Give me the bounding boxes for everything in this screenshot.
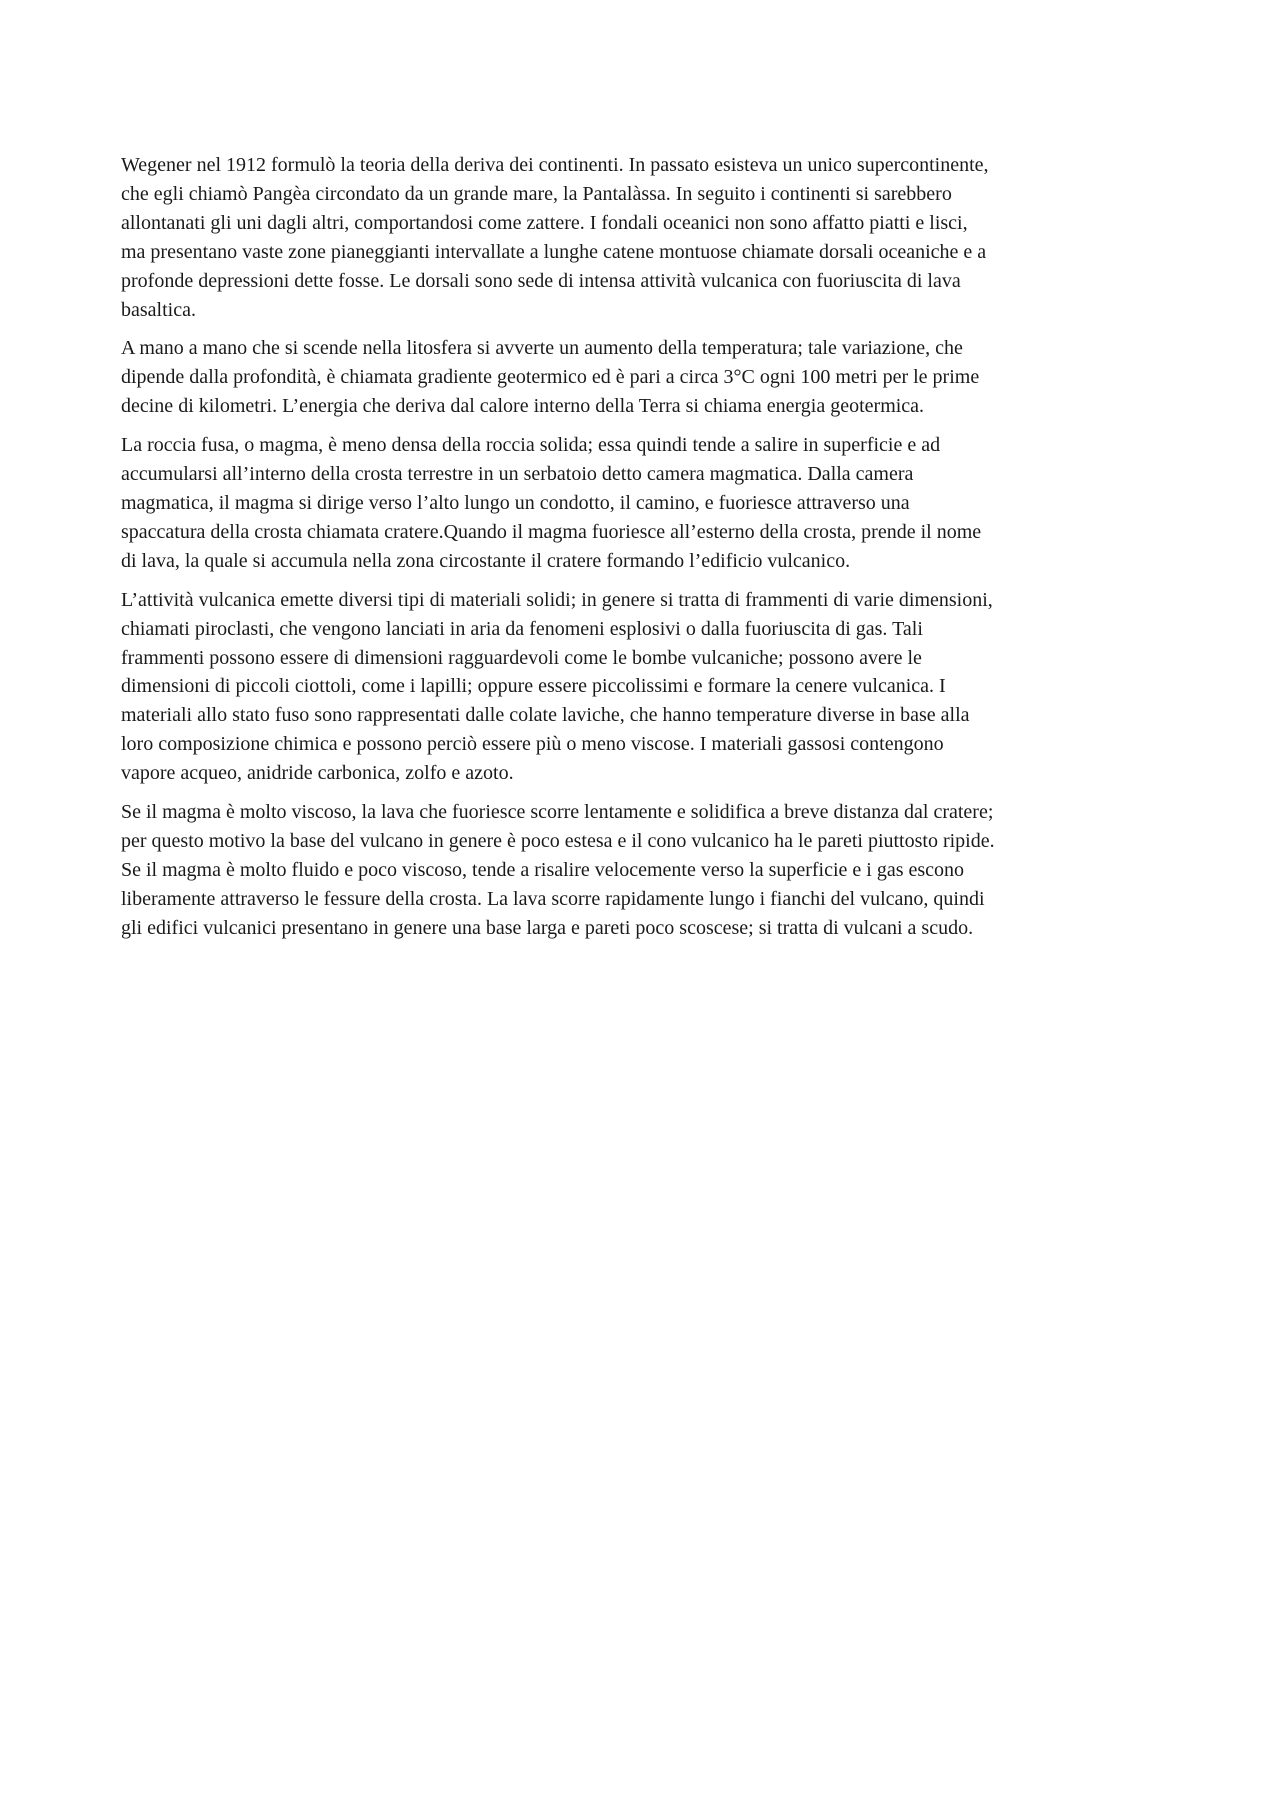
text-line: vapore acqueo, anidride carbonica, zolfo e azoto. xyxy=(121,762,514,785)
text-line: accumularsi all’interno della crosta terrestre in un serbatoio detto camera magmatica. Dalla camera xyxy=(121,463,914,486)
text-line: ma presentano vaste zone pianeggianti intervallate a lunghe catene montuose chiamate dorsali oceaniche e a xyxy=(121,240,987,263)
text-line: Se il magma è molto viscoso, la lava che fuoriesce scorre lentamente e solidifica a breve distanza dal cratere; xyxy=(121,801,994,824)
text-line: gli edifici vulcanici presentano in genere una base larga e pareti poco scoscese; si tratta di vulcani a scudo. xyxy=(121,916,974,939)
text-line: spaccatura della crosta chiamata cratere.Quando il magma fuoriesce all’esterno della crosta, prende il nome xyxy=(121,520,982,543)
text-line: per questo motivo la base del vulcano in genere è poco estesa e il cono vulcanico ha le pareti piuttosto ripide. xyxy=(121,829,995,852)
text-line: decine di kilometri. L’energia che deriva dal calore interno della Terra si chiama energia geotermica. xyxy=(121,395,925,418)
text-line: Se il magma è molto fluido e poco viscoso, tende a risalire velocemente verso la superficie e i gas escono xyxy=(121,858,965,881)
text-line: dipende dalla profondità, è chiamata gradiente geotermico ed è pari a circa 3°C ogni 100 metri per le prime xyxy=(121,366,980,389)
paragraph-geothermal-gradient xyxy=(121,334,1161,421)
text-line: magmatica, il magma si dirige verso l’alto lungo un condotto, il camino, e fuoriesce attraverso una xyxy=(121,491,910,514)
text-line: materiali allo stato fuso sono rappresentati dalle colate laviche, che hanno temperature diverse in base alla xyxy=(121,704,970,727)
text-line: frammenti possono essere di dimensioni ragguardevoli come le bombe vulcaniche; possono avere le xyxy=(121,646,922,669)
text-line: L’attività vulcanica emette diversi tipi di materiali solidi; in genere si tratta di frammenti di varie dimensioni, xyxy=(121,588,993,611)
text-line: allontanati gli uni dagli altri, comportandosi come zattere. I fondali oceanici non sono affatto piatti e lisci, xyxy=(121,211,968,234)
text-line: dimensioni di piccoli ciottoli, come i lapilli; oppure essere piccolissimi e formare la cenere vulcanica. I xyxy=(121,675,946,698)
paragraph-magma-viscosity xyxy=(121,798,1161,943)
paragraph-magma xyxy=(121,431,1161,576)
paragraph-continental-drift xyxy=(121,151,1161,324)
document-body xyxy=(121,151,1161,953)
text-line: A mano a mano che si scende nella litosfera si avverte un aumento della temperatura; tale variazione, che xyxy=(121,337,963,360)
text-line: basaltica. xyxy=(121,298,196,321)
text-line: loro composizione chimica e possono perciò essere più o meno viscose. I materiali gassosi contengono xyxy=(121,733,944,756)
text-line: profonde depressioni dette fosse. Le dorsali sono sede di intensa attività vulcanica con fuoriuscita di lava xyxy=(121,269,961,292)
text-line: La roccia fusa, o magma, è meno densa della roccia solida; essa quindi tende a salire in superficie e ad xyxy=(121,434,941,457)
text-line: chiamati piroclasti, che vengono lanciati in aria da fenomeni esplosivi o dalla fuoriuscita di gas. Tali xyxy=(121,617,923,640)
text-line: di lava, la quale si accumula nella zona circostante il cratere formando l’edificio vulcanico. xyxy=(121,549,851,572)
text-line: Wegener nel 1912 formulò la teoria della deriva dei continenti. In passato esisteva un unico supercontinente, xyxy=(121,154,989,176)
paragraph-volcanic-materials xyxy=(121,586,1161,788)
text-line: che egli chiamò Pangèa circondato da un grande mare, la Pantalàssa. In seguito i continenti si sarebbero xyxy=(121,182,952,205)
text-line: liberamente attraverso le fessure della crosta. La lava scorre rapidamente lungo i fianchi del vulcano, quindi xyxy=(121,887,985,910)
